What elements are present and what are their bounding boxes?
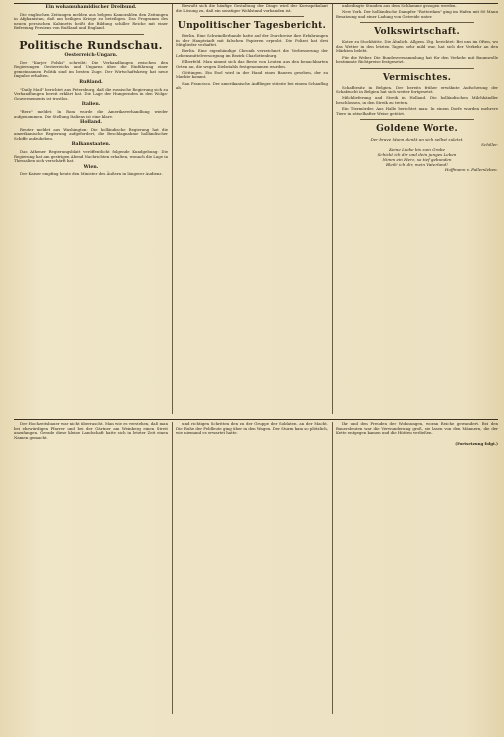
balkan-title: Balkanstaaten.: [71, 142, 111, 148]
top-section: [14, 4, 498, 418]
austria-text: Der "Kurjer Polski" schreibt: Die Verhandlungen zwischen den Regierungen Oesterreichs und Ungarns über die Einführung einer gemeinsamen Politik sind im besten Zuge. Der Wirtschaftskrieg hat neue Impulse erhalten.: [14, 59, 168, 79]
feuilleton-section: [14, 422, 498, 722]
col3-newyork: New York. Der holländische Dampfer "Rotterdam" ging im Hafen mit 80 Mann Besatzung und einer Ladung von Getreide unter.: [336, 9, 498, 19]
poem-line: Schickt ich dir und dein junges Leben: [377, 152, 457, 158]
golden-words-heading: Goldene Worte.: [376, 124, 458, 135]
vienna-text: Der Kaiser empfing heute den Minister des Äußern in längerer Audienz.: [20, 171, 163, 177]
column-rule: [172, 422, 173, 714]
russia-title: Rußland.: [79, 79, 103, 85]
poem-line: Schiller.: [481, 142, 498, 148]
misc-para-2: Milchlieferung und Streik in Holland. Die holländischen Milchhändler beschlossen, in den Streik zu treten.: [336, 95, 498, 106]
report-san-francisco: San Francisco. Der amerikanische Aufflieger stürzte bei einem Schauflug ab.: [176, 80, 328, 91]
holland-title: Holland.: [79, 120, 103, 126]
poem: [336, 137, 498, 172]
politics-heading: Politische Rundschau.: [19, 38, 163, 52]
col3-lead: unbedingte Stunden aus dem Schlamme gezogen werden.: [342, 4, 457, 8]
feuilleton-text-2: und richtigen Schritten den zu der Gruppe der Soldaten. an der Macht. Die Ruhe der Feldleute ging über in den Wagen. Der Sturm kam so plötzlich, wie niemand es erwartet hatte.: [176, 422, 328, 436]
divider: [360, 119, 474, 120]
report-berlin-2: Berlin. Eine eigenhändige Chronik verzeichnet die Verbesserung der Lebensmittelversorgung im Bezirk Charlottenburg.: [176, 48, 328, 59]
poem-line: Keine Liebe bis zum Grabe: [389, 147, 445, 153]
feuilleton-text-1: Der Hochzeitsbauer war nicht überrascht. Man wie es verstehen, daß man bei ehrwürdigen Pfarrer und bei der Gärtner am Weinberg einen Streit anzufangen. Gerade diese kleine Landschaft hatte sich in letzter Zeit einen Namen gemacht.: [14, 422, 168, 440]
poem-line: Der brave Mann denkt an sich selbst zuletzt.: [370, 137, 464, 143]
misc-para-1: Schafbesitz in Belgien. Der bereits früher erwähnte Aufschwung der Schafzucht in Belgien hat sich weiter fortgesetzt.: [336, 84, 498, 95]
dreibund-heading: Ein wohamuhamidischer Dreibund.: [45, 5, 137, 10]
austria-title: Oesterreich-Ungarn.: [64, 52, 118, 58]
economy-para-2: Für die Weber. Die Bundesversammlung hat für den Verkehr mit Baumwolle bestimmte Richtpreise festgesetzt.: [336, 54, 498, 65]
holland-text: Reuter meldet aus Washington: Die holländische Regierung hat die amerikanische Regierung aufgefordert, die Beschlagnahme holländischer Schiffe aufzuheben.: [14, 126, 168, 141]
report-berlin-1: Berlin. Eine Schwindlerbande hatte auf der Durchreise ihre Erfahrungen in der Hauptstadt mit falschen Papieren erprobt. Die Polizei hat drei Mitglieder verhaftet.: [176, 33, 328, 48]
daily-report-heading: Unpolitischer Tagesbericht.: [177, 21, 327, 32]
report-goettingen: Göttingen. Ein Esel wird in der Hand eines Bauern gesehen, der zu Markte kommt.: [176, 69, 328, 80]
misc-para-3: Ein Tiermörder. Aus Halle berichtet man: In einem Dorfe wurden mehrere Tiere in rätselhafter Weise getötet.: [336, 106, 498, 116]
misc-heading: Vermischtes.: [382, 72, 452, 83]
dreibund-text: Die englischen Zeitungen melden aus belgem Kamorablen den Zeitungen in Afghanistan, daß am heiligen Kriege zu beteiligen. Das Programm des neuen persischen Kabinetts heißt die Bildung schiller Reiche mit einer Befreiung Persiens von Rußland und England.: [14, 11, 168, 31]
poem-line: Hoffmann v. Fallersleben.: [444, 167, 498, 173]
continued-note: (Fortsetzung folgt.): [455, 440, 498, 446]
feuilleton-rule: [14, 419, 498, 420]
poem-line: Nimm ein Herz, so tief gebunden: [382, 157, 452, 163]
report-elberfeld: Elberfeld. Man nimmt sich das Beste von Leuten aus den benachbarten Orten an, die wegen Diebstahls festgenommen wurden.: [176, 59, 328, 69]
column-1: [14, 4, 168, 418]
balkan-text: Das Athener Regierungsblatt veröffentlicht folgende Kundgebung: Die Regierung hat am gestrigen Abend Nachrichten erhalten, wonach die Lage in Thessalien sich verschärft hat.: [14, 149, 168, 164]
italy-text: "Berz" meldet: In Rom wurde die Amerikaverhandlung wieder aufgenommen. Die Stellung Italiens ist eine klare.: [14, 108, 168, 119]
economy-para-1: Kotze zu Stockhütte. Die Ähnlich. Allgem. Ztg. berichtet: Bei uns im Often, wo das Wetter in den letzten Tagen sehr mild war, hat sich der Verkehr an den Märkten belebt.: [336, 39, 498, 54]
column-2: [176, 4, 328, 418]
divider: [200, 16, 304, 17]
feuilleton-col-3: [336, 422, 498, 722]
feuilleton-text-3: Ihr und den Freuden der Wohnungen, woran Reiche gewandert. Bei den Bauersleuten war die Verwunderung groß, sie lasen von den Männern, die der Kette entgegen kamen und die Hütten verließen.: [336, 422, 498, 436]
divider: [360, 22, 474, 23]
column-3: [336, 4, 498, 418]
feuilleton-col-1: [14, 422, 168, 722]
divider: [360, 68, 474, 69]
feuilleton-col-2: [176, 422, 328, 722]
russia-text: "Daily Mail" berichtet aus Petersburg, daß die russische Regierung sich zu Verhandlungen bereit erklärt hat. Die Lage der Hungernden in den Wolga-Gouvernements ist trostlos.: [14, 86, 168, 101]
column-rule: [332, 422, 333, 714]
column-rule: [172, 4, 173, 414]
economy-heading: Volkswirtschaft.: [374, 27, 460, 38]
column-rule: [332, 4, 333, 414]
poem-line: Bleib' ich dir, mein Vaterland!: [386, 162, 448, 168]
italy-title: Italien.: [81, 102, 101, 108]
divider: [38, 34, 144, 35]
col2-lead: Bewußt sich die häufige Gestaltung der Dinge wird der Kornspekulant die Lösung zu, daß ein sonstiger Wohlstand vorhanden ist.: [176, 4, 328, 13]
vienna-title: Wien.: [83, 164, 99, 170]
